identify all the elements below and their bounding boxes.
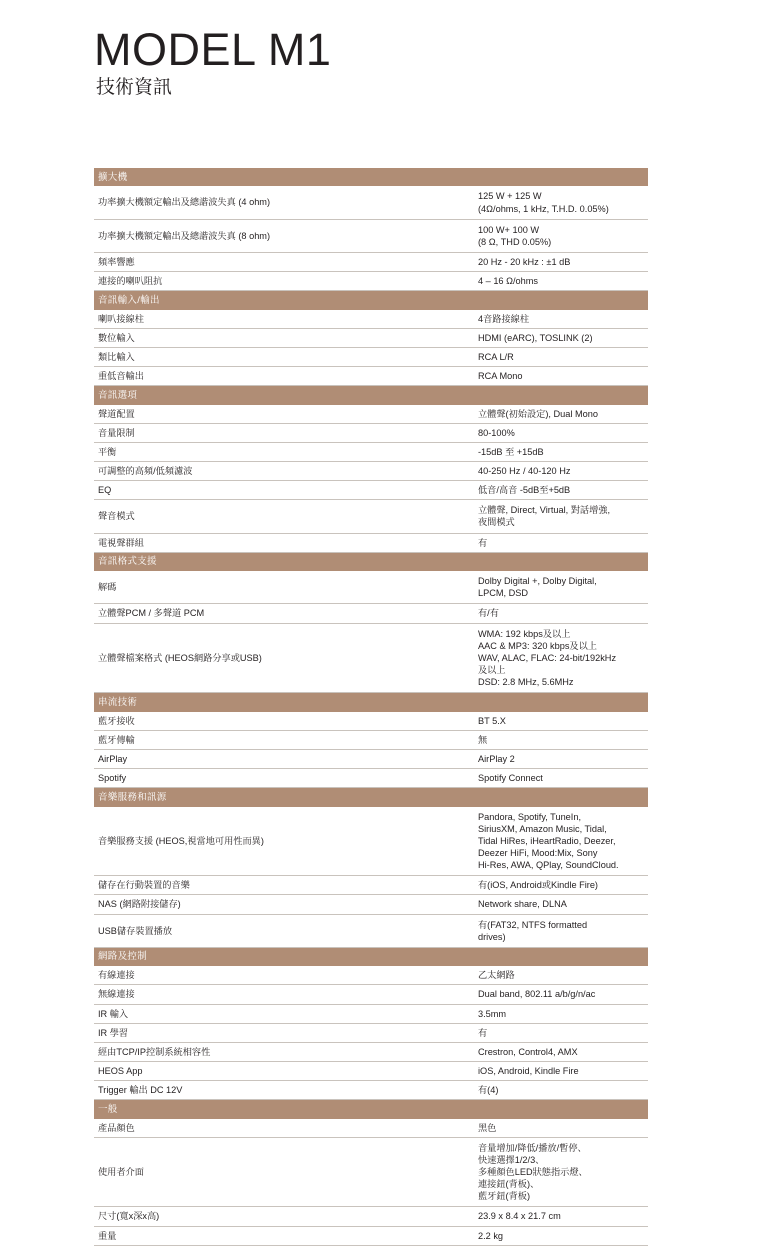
spec-value-line: 125 W + 125 W	[478, 191, 542, 202]
spec-value	[472, 310, 648, 329]
spec-value-line: 有	[478, 1027, 488, 1038]
spec-value-line: Spotify Connect	[478, 773, 543, 784]
spec-row	[94, 405, 648, 424]
spec-value-line: Pandora, Spotify, TuneIn,	[478, 811, 581, 822]
section-heading: 一般	[94, 1100, 648, 1119]
specifications-body	[94, 168, 648, 1245]
spec-value-line: AirPlay 2	[478, 753, 515, 764]
section-header-row	[94, 947, 648, 966]
spec-value-line: 夜間模式	[478, 517, 515, 528]
spec-value-line: 多種顏色LED狀態指示燈、	[478, 1167, 588, 1178]
spec-value	[472, 1023, 648, 1042]
page-subtitle: 技術資訊	[96, 77, 173, 99]
spec-value-line: 有(FAT32, NTFS formatted	[478, 919, 588, 930]
spec-value-line: 低音/高音 -5dB至+5dB	[478, 485, 571, 496]
spec-value	[472, 895, 648, 914]
spec-value-line: 立體聲(初始設定), Dual Mono	[478, 408, 598, 419]
section-heading: 音訊輸入/輸出	[94, 291, 648, 310]
section-header-row	[94, 552, 648, 571]
section-header-row	[94, 386, 648, 405]
spec-value	[472, 571, 648, 604]
spec-value-line: RCA Mono	[478, 371, 523, 382]
spec-value	[472, 1081, 648, 1100]
spec-row	[94, 462, 648, 481]
spec-label-電視聲群組: 電視聲群組	[94, 533, 472, 552]
spec-label-功率擴大機額定輸出及總諧波失真-8-ohm-: 功率擴大機額定輸出及總諧波失真 (8 ohm)	[94, 219, 472, 252]
spec-value-line: drives)	[478, 931, 506, 942]
spec-row	[94, 219, 648, 252]
spec-row	[94, 500, 648, 533]
spec-value-line: 4 – 16 Ω/ohms	[478, 276, 538, 287]
spec-label-有線連接: 有線連接	[94, 966, 472, 985]
spec-value	[472, 252, 648, 271]
section-heading: 串流技術	[94, 693, 648, 712]
spec-value	[472, 749, 648, 768]
page-title: MODEL M1	[94, 24, 332, 75]
spec-label-ir-學習: IR 學習	[94, 1023, 472, 1042]
spec-label-音量限制: 音量限制	[94, 423, 472, 442]
spec-value	[472, 623, 648, 693]
spec-value	[472, 367, 648, 386]
spec-row	[94, 328, 648, 347]
spec-value-line: 2.2 kg	[478, 1230, 504, 1241]
spec-value-line: DSD: 2.8 MHz, 5.6MHz	[478, 677, 574, 688]
spec-label-使用者介面: 使用者介面	[94, 1137, 472, 1207]
spec-value-line: (4Ω/ohms, 1 kHz, T.H.D. 0.05%)	[478, 203, 609, 214]
spec-row	[94, 749, 648, 768]
spec-value	[472, 481, 648, 500]
spec-label-無線連接: 無線連接	[94, 985, 472, 1004]
spec-label-平衡: 平衡	[94, 442, 472, 461]
spec-value-line: 40-250 Hz / 40-120 Hz	[478, 466, 571, 476]
spec-label-立體聲pcm-多聲道-pcm: 立體聲PCM / 多聲道 PCM	[94, 604, 472, 623]
spec-row	[94, 769, 648, 788]
spec-value	[472, 186, 648, 219]
spec-value	[472, 533, 648, 552]
spec-label-聲道配置: 聲道配置	[94, 405, 472, 424]
spec-value-line: -15dB 至 +15dB	[478, 446, 544, 457]
spec-label-儲存在行動裝置的音樂: 儲存在行動裝置的音樂	[94, 876, 472, 895]
spec-value-line: 23.9 x 8.4 x 21.7 cm	[478, 1211, 561, 1222]
spec-row	[94, 1207, 648, 1226]
spec-value	[472, 1061, 648, 1080]
spec-row	[94, 966, 648, 985]
spec-label-連接的喇叭阻抗: 連接的喇叭阻抗	[94, 272, 472, 291]
spec-row	[94, 1137, 648, 1207]
spec-value-line: Crestron, Control4, AMX	[478, 1046, 578, 1057]
spec-label-ir-輸入: IR 輸入	[94, 1004, 472, 1023]
spec-label-eq: EQ	[94, 481, 472, 500]
spec-value-line: WAV, ALAC, FLAC: 24-bit/192kHz	[478, 652, 617, 663]
spec-value	[472, 272, 648, 291]
spec-value	[472, 500, 648, 533]
spec-row	[94, 310, 648, 329]
spec-value-line: Dual band, 802.11 a/b/g/n/ac	[478, 989, 596, 1000]
spec-value	[472, 1137, 648, 1207]
spec-value	[472, 966, 648, 985]
spec-value	[472, 219, 648, 252]
spec-row	[94, 442, 648, 461]
spec-value-line: 80-100%	[478, 427, 515, 438]
spec-row	[94, 252, 648, 271]
spec-value	[472, 347, 648, 366]
spec-value-line: 音量增加/降低/播放/暫停、	[478, 1142, 587, 1153]
section-header-row	[94, 788, 648, 807]
spec-value	[472, 1119, 648, 1138]
spec-value	[472, 712, 648, 731]
spec-label-立體聲檔案格式-heos網路分享或usb-: 立體聲檔案格式 (HEOS網路分享或USB)	[94, 623, 472, 693]
spec-label-音樂服務支援-heos-視當地可用性而異-: 音樂服務支援 (HEOS,視當地可用性而異)	[94, 807, 472, 876]
spec-row	[94, 895, 648, 914]
spec-value	[472, 769, 648, 788]
spec-row	[94, 712, 648, 731]
spec-label-heos-app: HEOS App	[94, 1061, 472, 1080]
spec-label-usb儲存裝置播放: USB儲存裝置播放	[94, 914, 472, 947]
spec-value-line: HDMI (eARC), TOSLINK (2)	[478, 332, 593, 343]
section-heading: 音訊選項	[94, 386, 648, 405]
spec-label-trigger-輸出-dc-12v: Trigger 輸出 DC 12V	[94, 1081, 472, 1100]
spec-value-line: 快速選擇1/2/3、	[478, 1154, 545, 1165]
spec-value-line: RCA L/R	[478, 351, 514, 362]
spec-label-spotify: Spotify	[94, 769, 472, 788]
spec-value-line: SiriusXM, Amazon Music, Tidal,	[478, 823, 607, 834]
spec-value	[472, 462, 648, 481]
spec-label-尺寸-寬x深x高-: 尺寸(寬x深x高)	[94, 1207, 472, 1226]
spec-label-airplay: AirPlay	[94, 749, 472, 768]
spec-value-line: BT 5.X	[478, 715, 506, 726]
spec-row	[94, 807, 648, 876]
spec-value-line: WMA: 192 kbps及以上	[478, 628, 571, 639]
spec-value-line: (8 Ω, THD 0.05%)	[478, 236, 552, 247]
spec-row	[94, 533, 648, 552]
spec-value-line: Tidal HiRes, iHeartRadio, Deezer,	[478, 835, 616, 846]
spec-label-經由tcp-ip控制系統相容性: 經由TCP/IP控制系統相容性	[94, 1042, 472, 1061]
spec-row	[94, 1004, 648, 1023]
spec-row	[94, 1042, 648, 1061]
spec-row	[94, 1061, 648, 1080]
spec-label-功率擴大機額定輸出及總諧波失真-4-ohm-: 功率擴大機額定輸出及總諧波失真 (4 ohm)	[94, 186, 472, 219]
section-heading: 擴大機	[94, 168, 648, 186]
spec-value-line: Network share, DLNA	[478, 899, 567, 910]
section-header-row	[94, 693, 648, 712]
spec-row	[94, 876, 648, 895]
spec-value	[472, 328, 648, 347]
spec-row	[94, 481, 648, 500]
spec-row	[94, 1081, 648, 1100]
spec-value-line: Hi-Res, AWA, QPlay, SoundCloud.	[478, 860, 619, 871]
spec-value-line: 藍牙鈕(背板)	[478, 1191, 531, 1202]
spec-value	[472, 730, 648, 749]
spec-value	[472, 914, 648, 947]
spec-value	[472, 807, 648, 876]
spec-label-可調整的高頻-低頻濾波: 可調整的高頻/低頻濾波	[94, 462, 472, 481]
spec-row	[94, 571, 648, 604]
spec-value-line: 20 Hz - 20 kHz : ±1 dB	[478, 256, 571, 267]
section-heading: 網路及控制	[94, 947, 648, 966]
spec-row	[94, 1023, 648, 1042]
spec-value-line: 無	[478, 734, 488, 745]
spec-value-line: 乙太網路	[478, 970, 515, 981]
spec-row	[94, 186, 648, 219]
spec-value-line: iOS, Android, Kindle Fire	[478, 1065, 579, 1076]
spec-row	[94, 347, 648, 366]
spec-label-產品顏色: 產品顏色	[94, 1119, 472, 1138]
spec-row	[94, 423, 648, 442]
spec-value	[472, 876, 648, 895]
specifications-table	[94, 168, 648, 1246]
spec-label-重低音輸出: 重低音輸出	[94, 367, 472, 386]
spec-row	[94, 272, 648, 291]
spec-value-line: Dolby Digital +, Dolby Digital,	[478, 576, 597, 587]
spec-value	[472, 604, 648, 623]
spec-label-nas-網路附接儲存-: NAS (網路附接儲存)	[94, 895, 472, 914]
spec-value-line: 4音路接線柱	[478, 313, 530, 324]
spec-row	[94, 730, 648, 749]
spec-row	[94, 623, 648, 693]
spec-value	[472, 1226, 648, 1245]
spec-value-line: 有(iOS, Android或Kindle Fire)	[478, 880, 598, 891]
spec-value-line: 3.5mm	[478, 1008, 507, 1019]
spec-label-重量: 重量	[94, 1226, 472, 1245]
spec-value	[472, 1042, 648, 1061]
spec-value	[472, 985, 648, 1004]
spec-value-line: 及以上	[478, 664, 506, 675]
spec-row	[94, 367, 648, 386]
spec-row	[94, 1119, 648, 1138]
section-header-row	[94, 168, 648, 186]
spec-value-line: Deezer HiFi, Mood:Mix, Sony	[478, 847, 598, 858]
spec-value-line: 有/有	[478, 608, 499, 619]
spec-label-藍牙傳輸: 藍牙傳輸	[94, 730, 472, 749]
spec-value-line: 連接鈕(背板)、	[478, 1179, 540, 1190]
spec-row	[94, 914, 648, 947]
spec-label-頻率響應: 頻率響應	[94, 252, 472, 271]
spec-label-類比輸入: 類比輸入	[94, 347, 472, 366]
spec-label-喇叭接線柱: 喇叭接線柱	[94, 310, 472, 329]
spec-value	[472, 1207, 648, 1226]
spec-value	[472, 1004, 648, 1023]
spec-value	[472, 423, 648, 442]
spec-value	[472, 405, 648, 424]
spec-label-解碼: 解碼	[94, 571, 472, 604]
spec-label-聲音模式: 聲音模式	[94, 500, 472, 533]
spec-row	[94, 985, 648, 1004]
section-header-row	[94, 291, 648, 310]
section-header-row	[94, 1100, 648, 1119]
spec-value-line: 黑色	[478, 1122, 497, 1133]
spec-row	[94, 1226, 648, 1245]
section-heading: 音訊格式支援	[94, 552, 648, 571]
spec-value-line: AAC & MP3: 320 kbps及以上	[478, 640, 597, 651]
spec-row	[94, 604, 648, 623]
page-header	[94, 26, 654, 100]
spec-label-藍牙接收: 藍牙接收	[94, 712, 472, 731]
spec-value-line: 立體聲, Direct, Virtual, 對話增強,	[478, 505, 611, 516]
spec-value	[472, 442, 648, 461]
spec-value-line: 100 W+ 100 W	[478, 224, 540, 235]
spec-value-line: 有(4)	[478, 1085, 499, 1096]
section-heading: 音樂服務和訊源	[94, 788, 648, 807]
spec-value-line: 有	[478, 537, 488, 548]
spec-label-數位輸入: 數位輸入	[94, 328, 472, 347]
spec-value-line: LPCM, DSD	[478, 588, 529, 599]
